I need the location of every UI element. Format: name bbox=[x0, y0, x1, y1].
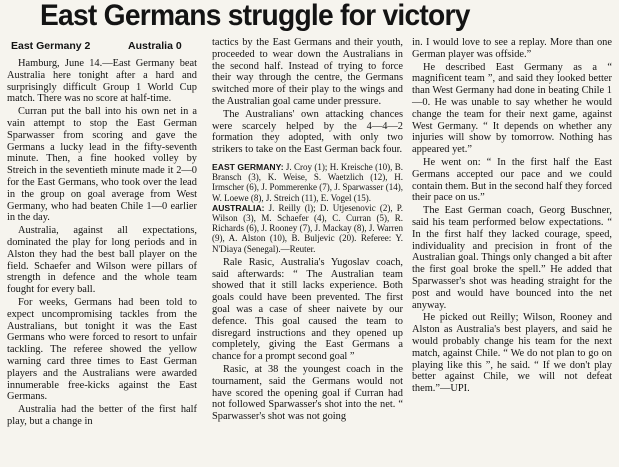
lineup-label: AUSTRALIA: bbox=[212, 202, 265, 213]
headline: East Germans struggle for victory bbox=[40, 0, 470, 32]
lineup-players: J. Reilly (l); D. Utjesenovic (2), P. Wilson (3), M. Schaefer (4), C. Curran (5), R. Richards (6), J. Rooney (7), J. Mackay (8), J. Warren (9), A. Alston (10), B. Buljevic (20). bbox=[212, 202, 403, 244]
paragraph: tactics by the East Germans and their youth, proceeded to wear down the Australians in the second half. Instead of trying to force their way through the centre, the Germans switched more of their play to the wings and the Australian goal came under pressure. bbox=[212, 37, 403, 107]
paragraph: He picked out Reilly; Wilson, Rooney and Alston as Australia's best players, and said he would probably change his team for the next match, against Chile. “ We do not plan to go on playing like this ”, he said. “ If we don't play better against Chile, we will not defeat them.”—UPI. bbox=[412, 312, 612, 395]
article-column-1 bbox=[7, 58, 197, 428]
referee: Y. N'Diaya (Senegal).—Reuter. bbox=[212, 233, 403, 254]
paragraph: He described East Germany as a “ magnificent team ”, and said they looked better than West Germany had done in beating Chile 1—0. He was unable to say whether he would change the team for their next game, against West Germany. “ It depends on whether any injuries will show by tomorrow. Nothing has appeared yet.” bbox=[412, 61, 612, 156]
paragraph: The Australians' own attacking chances were scarcely helped by the 4—4—2 formation they adopted, with only two strikers to take on the East German back four. bbox=[212, 108, 403, 156]
paragraph: Curran put the ball into his own net in a vain attempt to stop the East German Sparwasser from scoring and gave the Germans a lucky lead in the fifty-seventh minute. Then, a fine hooked volley by Streich in the seventieth minute made it 2—0 for the East Germans, who took over the lead in the group on goal average from West Germany, who had beaten Chile 1—0 earlier in the day. bbox=[7, 106, 197, 224]
paragraph: The East German coach, Georg Buschner, said his team performed below expectations. “ In the first half they lacked courage, speed, individuality and precision in front of the Australian goal. Things only changed a bit after the first goal broke the spell.” He added that Sparwasser's shot was heading straight for the post and would have bounced into the net anyway. bbox=[412, 205, 612, 311]
score-home: East Germany 2 bbox=[11, 40, 91, 52]
article-column-2 bbox=[212, 37, 403, 423]
paragraph: For weeks, Germans had been told to expect uncompromising tackles from the Australians, but tonight it was the East Germans who were forced to resort to unfair tackling. The referee showed the yellow warning card three times to East German players and the Australians were awarded innumerable free-kicks against the East Germans. bbox=[7, 296, 197, 403]
referee-label: Referee: bbox=[360, 233, 392, 244]
lineup-label: EAST GERMANY: bbox=[212, 161, 284, 172]
paragraph: Hamburg, June 14.—East Germany beat Australia here tonight after a hard and surprisingly difficult Group 1 World Cup match. There was no score at half-time. bbox=[7, 58, 197, 105]
article-column-3 bbox=[412, 37, 612, 395]
paragraph: He went on: “ In the first half the East Germans accepted our pace and we could contain them. But in the second half they forced their pace on us.” bbox=[412, 156, 612, 204]
lineup-east-germany bbox=[212, 162, 403, 203]
lineup-australia bbox=[212, 203, 403, 254]
paragraph: Rale Rasic, Australia's Yugoslav coach, said afterwards: “ The Australian team showed that it still lacks experience. Both goals could have been prevented. The first goal was a case of sheer naivete by our defence. This goal caused the team to disregard instructions and they opened up completely, giving the East Germans a chance for a prompt second goal ” bbox=[212, 256, 403, 363]
paragraph: in. I would love to see a replay. More than one German player was offside.” bbox=[412, 37, 612, 60]
lineup-players: J. Croy (1); H. Kreische (10), B. Bransch (3), K. Weise, S. Waetzlich (12), H. Irmscher (6), J. Pommerenke (7), J. Sparwasser (14), W. Loewe (8), J. Streich (11), E. Vogel (15). bbox=[212, 161, 403, 203]
paragraph: Rasic, at 38 the youngest coach in the tournament, said the Germans would not have scored the opening goal if Curran had not followed Sparwasser's shot into the net. “ Sparwasser's shot was not going bbox=[212, 363, 403, 423]
score-away: Australia 0 bbox=[128, 40, 182, 52]
paragraph: Australia had the better of the first half play, but a change in bbox=[7, 404, 197, 427]
paragraph: Australia, against all expectations, dominated the play for long periods and in Alston they had the best ball player on the field. Schaefer and Wilson were pillars of strength in defence and the whole team fought for every ball. bbox=[7, 225, 197, 296]
